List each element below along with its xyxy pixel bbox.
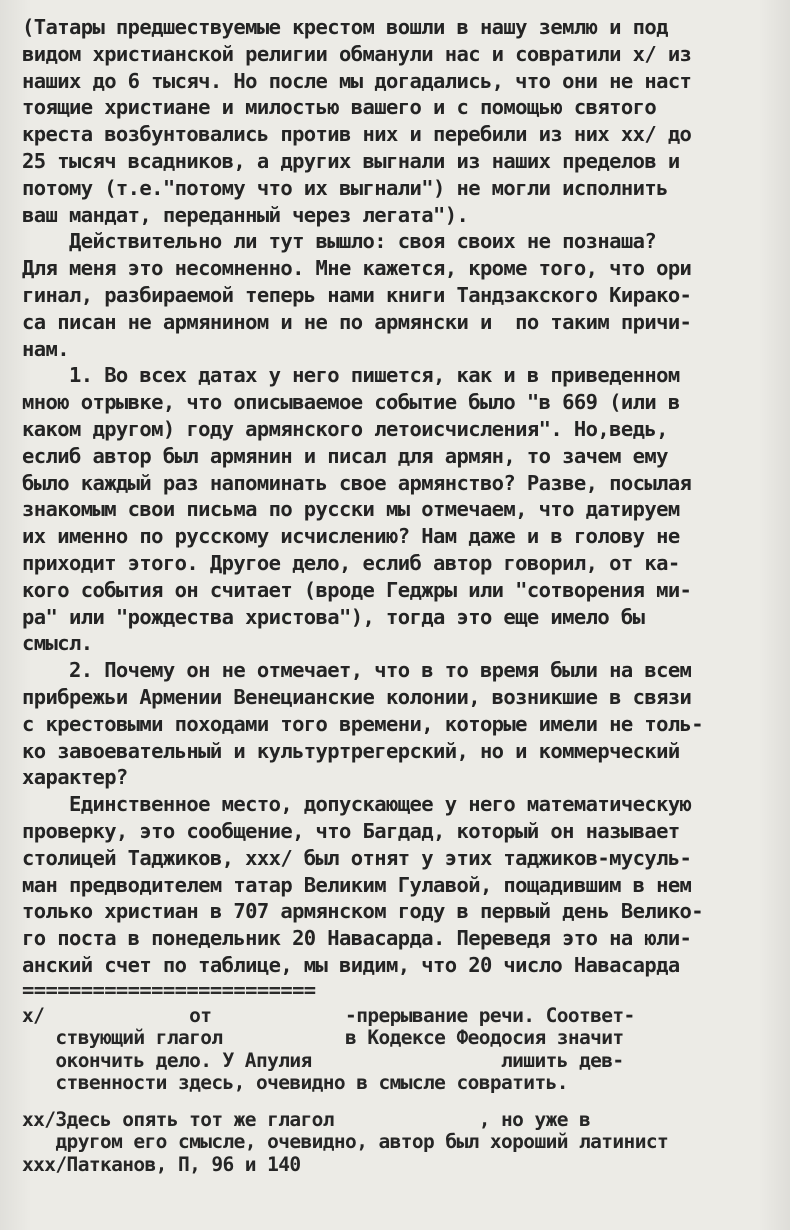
- footnote-line: ствующий глагол в Кодексе Феодосия значит: [22, 1026, 624, 1050]
- footnote: [22, 1005, 774, 1095]
- text-line: каком другом) году армянского летоисчисления". Но,ведь,: [22, 416, 668, 441]
- text-line: го поста в понедельник 20 Навасарда. Переведя это на юли-: [22, 926, 692, 951]
- text-line: ваш мандат, переданный через легата").: [22, 202, 469, 227]
- text-line: только христиан в 707 армянском году в первый день Велико-: [22, 899, 704, 924]
- text-line: мною отрывке, что описываемое событие было "в 669 (или в: [22, 390, 680, 415]
- text-line: тоящие христиане и милостью вашего и с помощью святого: [22, 95, 657, 120]
- text-line: ко завоевательный и культуртрегерский, но и коммерческий: [22, 738, 680, 763]
- text-line: прибрежьи Армении Венецианские колонии, возникшие в связи: [22, 684, 692, 709]
- text-line: приходит этого. Другое дело, еслиб автор говорил, от ка-: [22, 550, 680, 575]
- footnotes: [22, 1005, 774, 1177]
- footnote-line: ственности здесь, очевидно в смысле совратить.: [22, 1071, 568, 1095]
- text-line: было каждый раз напоминать свое армянство? Разве, посылая: [22, 470, 692, 495]
- text-line: столицей Таджиков, xxx/ был отнят у этих таджиков-мусуль-: [22, 845, 692, 870]
- footnote-line: окончить дело. У Апулия лишить дев-: [22, 1048, 624, 1072]
- main-text: [22, 14, 774, 979]
- text-line: 2. Почему он не отмечает, что в то время были на всем: [22, 658, 692, 683]
- footnote-line: x/ от -прерывание речи. Соответ-: [22, 1003, 635, 1027]
- text-line: смысл.: [22, 631, 93, 656]
- text-line: гинал, разбираемой теперь нами книги Тандзакского Кирако-: [22, 282, 692, 307]
- text-line: проверку, это сообщение, что Багдад, который он называет: [22, 818, 680, 843]
- text-line: креста возбунтовались против них и перебили из них xx/ до: [22, 122, 692, 147]
- text-line: ра" или "рождества христова"), тогда это еще имело бы: [22, 604, 645, 629]
- footnote-gap: [22, 1095, 774, 1109]
- text-line: потому (т.е."потому что их выгнали") не могли исполнить: [22, 175, 668, 200]
- text-line: Единственное место, допускающее у него математическую: [22, 792, 692, 817]
- text-line: характер?: [22, 765, 128, 790]
- text-line: Действительно ли тут вышло: своя своих не познаша?: [22, 229, 657, 254]
- text-line: кого события он считает (вроде Геджры или "сотворения ми-: [22, 577, 692, 602]
- text-line: са писан не армянином и не по армянски и по таким причи-: [22, 309, 692, 334]
- text-line: ман предводителем татар Великим Гулавой, пощадившим в нем: [22, 872, 692, 897]
- footnote-line: xx/Здесь опять тот же глагол , но уже в: [22, 1107, 591, 1131]
- text-line: 25 тысяч всадников, а других выгнали из наших пределов и: [22, 148, 680, 173]
- text-line: их именно по русскому исчислению? Нам даже и в голову не: [22, 524, 680, 549]
- text-line: еслиб автор был армянин и писал для армян, то зачем ему: [22, 443, 668, 468]
- text-line: наших до 6 тысяч. Но после мы догадались, что они не наст: [22, 68, 692, 93]
- footnote-line: другом его смысле, очевидно, автор был хороший латинист: [22, 1130, 669, 1154]
- footnote-separator: =========================: [22, 977, 316, 1002]
- text-line: 1. Во всех датах у него пишется, как и в приведенном: [22, 363, 680, 388]
- text-line: знакомым свои письма по русски мы отмечаем, что датируем: [22, 497, 680, 522]
- text-line: Для меня это несомненно. Мне кажется, кроме того, что ори: [22, 256, 692, 281]
- text-line: с крестовыми походами того времени, которые имели не толь-: [22, 711, 704, 736]
- text-line: видом христианской религии обманули нас и совратили x/ из: [22, 41, 692, 66]
- footnote-line: xxx/Патканов, П, 96 и 140: [22, 1152, 301, 1176]
- text-line: анский счет по таблице, мы видим, что 20 число Навасарда: [22, 952, 680, 977]
- text-line: нам.: [22, 336, 69, 361]
- footnote: [22, 1109, 774, 1177]
- text-line: (Татары предшествуемые крестом вошли в нашу землю и под: [22, 15, 668, 39]
